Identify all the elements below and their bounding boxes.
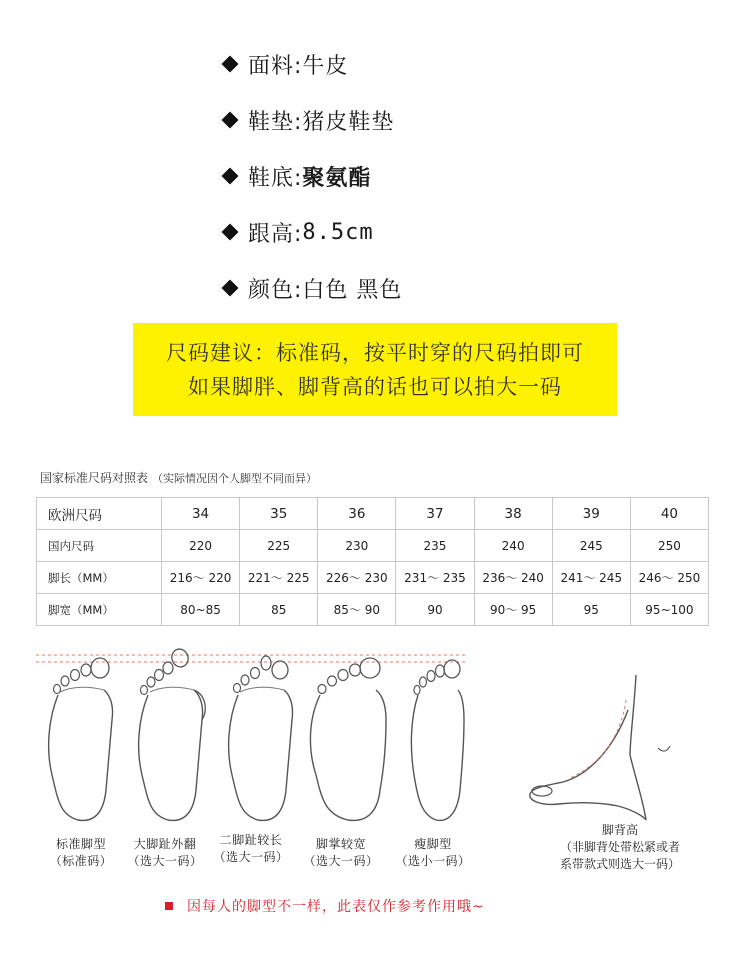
instep-label bbox=[545, 822, 695, 873]
foot-type-label bbox=[36, 836, 126, 870]
table-cell: 216～ 220 bbox=[162, 562, 240, 594]
table-row bbox=[37, 498, 709, 530]
table-cell: 220 bbox=[162, 530, 240, 562]
spec-value: 牛皮 bbox=[302, 53, 349, 79]
table-cell: 221～ 225 bbox=[240, 562, 318, 594]
table-cell: 245 bbox=[552, 530, 630, 562]
slim-foot-icon bbox=[411, 660, 464, 820]
diamond-bullet-icon bbox=[222, 280, 239, 297]
table-note: （实际情况因个人脚型不同而异） bbox=[152, 472, 318, 485]
table-cell: 40 bbox=[630, 498, 708, 530]
table-cell: 36 bbox=[318, 498, 396, 530]
table-cell: 34 bbox=[162, 498, 240, 530]
table-cell: 250 bbox=[630, 530, 708, 562]
table-cell: 225 bbox=[240, 530, 318, 562]
spec-list bbox=[218, 36, 638, 316]
standard-foot-icon bbox=[49, 658, 113, 820]
foot-type-name: 大脚趾外翻 bbox=[133, 837, 197, 851]
spec-label: 颜色: bbox=[248, 277, 303, 303]
foot-type-name: 标准脚型 bbox=[55, 837, 106, 851]
table-caption bbox=[40, 469, 317, 486]
spec-label: 面料: bbox=[248, 53, 303, 79]
footer-note bbox=[165, 896, 485, 916]
table-cell: 95~100 bbox=[630, 594, 708, 626]
foot-type-label bbox=[206, 832, 296, 866]
footer-note-text: 因每人的脚型不一样，此表仅作参考作用哦~ bbox=[187, 899, 485, 915]
table-cell: 240 bbox=[474, 530, 552, 562]
table-cell: 226～ 230 bbox=[318, 562, 396, 594]
foot-type-label bbox=[296, 836, 386, 870]
size-advice-banner bbox=[133, 323, 617, 416]
spec-row-heel-height bbox=[218, 204, 638, 260]
table-cell: 236～ 240 bbox=[474, 562, 552, 594]
row-header: 欧洲尺码 bbox=[37, 498, 162, 530]
table-cell: 85 bbox=[240, 594, 318, 626]
table-cell: 90～ 95 bbox=[474, 594, 552, 626]
high-instep-foot-icon bbox=[530, 675, 670, 820]
spec-value: 猪皮鞋垫 bbox=[302, 109, 395, 135]
instep-name: 脚背高 bbox=[601, 823, 638, 837]
banner-line: 尺码建议：标准码，按平时穿的尺码拍即可 bbox=[166, 340, 584, 365]
foot-type-name: 脚掌较宽 bbox=[315, 837, 366, 851]
spec-value: 8.5cm bbox=[302, 219, 374, 245]
foot-type-label bbox=[120, 836, 210, 870]
spec-value: 白色 黑色 bbox=[302, 277, 403, 303]
table-row bbox=[37, 562, 709, 594]
diamond-bullet-icon bbox=[222, 112, 239, 129]
table-cell: 235 bbox=[396, 530, 474, 562]
foot-type-name: 瘦脚型 bbox=[414, 837, 452, 851]
foot-type-advice: （标准码） bbox=[49, 854, 113, 868]
foot-type-illustrations bbox=[28, 640, 718, 830]
foot-type-advice: （选大一码） bbox=[303, 854, 379, 868]
spec-label: 鞋底: bbox=[248, 165, 303, 191]
table-cell: 38 bbox=[474, 498, 552, 530]
diamond-bullet-icon bbox=[222, 56, 239, 73]
table-cell: 230 bbox=[318, 530, 396, 562]
foot-type-name: 二脚趾较长 bbox=[219, 833, 283, 847]
spec-row-material bbox=[218, 36, 638, 92]
table-cell: 241～ 245 bbox=[552, 562, 630, 594]
spec-row-color bbox=[218, 260, 638, 316]
instep-advice-line: （非脚背处带松紧或者 bbox=[559, 840, 680, 854]
table-row bbox=[37, 530, 709, 562]
table-cell: 246～ 250 bbox=[630, 562, 708, 594]
table-cell: 90 bbox=[396, 594, 474, 626]
spec-value: 聚氨酯 bbox=[302, 165, 372, 191]
row-header: 国内尺码 bbox=[37, 530, 162, 562]
spec-label: 鞋垫: bbox=[248, 109, 303, 135]
size-chart-table bbox=[36, 497, 709, 626]
row-header: 脚宽（MM） bbox=[37, 594, 162, 626]
table-cell: 231～ 235 bbox=[396, 562, 474, 594]
foot-type-advice: （选大一码） bbox=[127, 854, 203, 868]
instep-advice-line: 系带款式则选大一码） bbox=[559, 857, 680, 871]
table-title: 国家标准尺码对照表 bbox=[40, 471, 149, 485]
foot-type-advice: （选大一码） bbox=[213, 850, 289, 864]
spec-row-sole bbox=[218, 148, 638, 204]
banner-line: 如果脚胖、脚背高的话也可以拍大一码 bbox=[188, 374, 562, 399]
foot-type-label bbox=[388, 836, 478, 870]
diamond-bullet-icon bbox=[222, 168, 239, 185]
table-cell: 80~85 bbox=[162, 594, 240, 626]
table-cell: 85～ 90 bbox=[318, 594, 396, 626]
table-cell: 39 bbox=[552, 498, 630, 530]
table-cell: 95 bbox=[552, 594, 630, 626]
row-header: 脚长（MM） bbox=[37, 562, 162, 594]
table-row bbox=[37, 594, 709, 626]
foot-type-advice: （选小一码） bbox=[395, 854, 471, 868]
red-square-bullet-icon bbox=[165, 902, 173, 910]
long-second-toe-foot-icon bbox=[229, 656, 293, 820]
table-cell: 35 bbox=[240, 498, 318, 530]
wide-foot-icon bbox=[310, 658, 386, 820]
bunion-foot-icon bbox=[139, 647, 206, 821]
spec-row-insole bbox=[218, 92, 638, 148]
diamond-bullet-icon bbox=[222, 224, 239, 241]
table-cell: 37 bbox=[396, 498, 474, 530]
spec-label: 跟高: bbox=[248, 221, 303, 247]
